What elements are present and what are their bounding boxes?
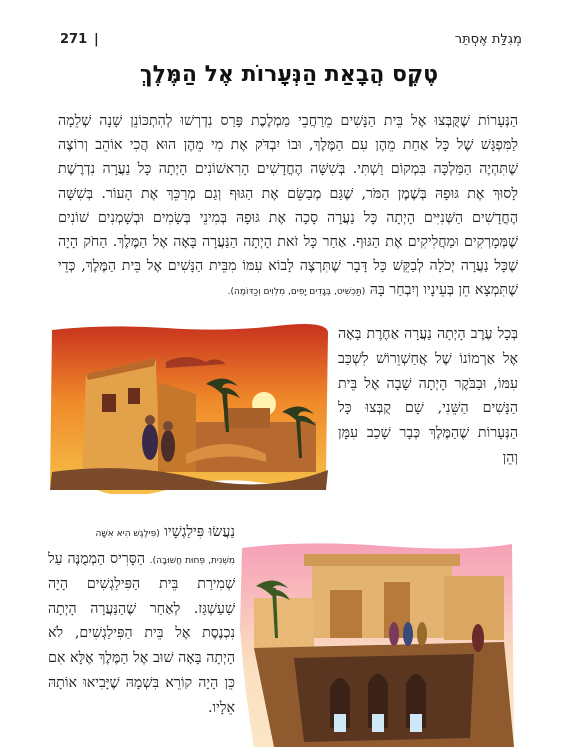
book-title: מְגִלַּת אֶסְתֵּר xyxy=(454,32,522,47)
header-separator: | xyxy=(94,32,99,47)
concubines-start: נַעֲשׂוּ פִּילַגְשָׁיו xyxy=(164,524,235,540)
concubines-text: הַסָּרִיס הַמְמֻנֶּה עַל שְׁמִירַת בֵּית הַפִּילַגְשִׁים הָיָה שַׁעַשְׁגַּז. לְאַחַר שֶׁהַנַּעֲרָה הָיְתָה נִכְנֶסֶת אֶל בֵּית הַפִּילַגְשִׁים, לֹא הָיְתָה בָּאָה שׁוּב אֶל הַמֶּלֶךְ אֶלָּא אִם כֵּן הָיָה קוֹרֵא בִּשְׁמָהּ שֶׁיָּבִיאוּ אוֹתָהּ אֵלָיו. xyxy=(48,550,235,716)
running-header xyxy=(60,30,522,52)
concubine-note-cont: מִשְׁנִית, פְּחוּת חֲשׁוּבָה). xyxy=(149,555,235,566)
page-number: 271 xyxy=(60,32,88,47)
palace-courtyard-illustration xyxy=(234,538,516,747)
column-left-text xyxy=(48,520,235,721)
section-title: טֶקֶס הֲבָאַת הַנְּעָרוֹת אֶל הַמֶּלֶךְ xyxy=(139,62,439,87)
palace-at-sunset-illustration xyxy=(46,322,332,494)
column-right-text: בְּכָל עֶרֶב הָיְתָה נַעֲרָה אַחֶרֶת בָּאָה אֶל אַרְמוֹנוֹ שֶׁל אֲחַשְׁוֵרוֹשׁ לִשְׁכַּב עִמּוֹ, וּבַבֹּקֶר הָיְתָה שָׁבָה אֶל בֵּית הַנָּשִׁים הַשֵּׁנִי, שָׁם קֻבְּצוּ כָּל הַנְּעָרוֹת שֶׁהַמֶּלֶךְ כְּבָר שָׁכַב עִמָּן וְהֵן xyxy=(338,326,518,466)
intro-note: (תַּכְשִׁיט, בְּגָדִים יָפִים, מִלְוִים וְכַדּוֹמֶה). xyxy=(227,287,366,298)
intro-text: הַנְּעָרוֹת שֶׁקֻּבְּצוּ אֶל בֵּית הַנָּשִׁים מֵרַחֲבֵי מַמְלֶכֶת פָּרַס נִדְרְשׁוּ לְהִתְכּוֹנֵן שָׁנָה שְׁלֵמָה לַמִּפְגָּשׁ שֶׁל כָּל אַחַת מֵהֶן עִם הַמֶּלֶךְ, וּבוֹ יִבְדֹּק אֶת מִי מֵהֶן הוּא הֲכִי אוֹהֵב וְרוֹצֶה שֶׁתִּהְיֶה הַמַּלְכָּה בִּמְקוֹם וַשְׁתִּי. בְּשִׁשָּׁה הֶחֳדָשִׁים הָרִאשׁוֹנִים הָיְתָה כָּל נַעֲרָה נִדְרֶשֶׁת לָסוּךְ אֶת גּוּפָהּ בְּשֶׁמֶן הַמֹּר, שֶׁגַּם מְבַשֵּׂם אֶת הַגּוּף וְגַם מְרַכֵּךְ אֶת הָעוֹר. בְּשִׁשָּׁה הֶחֳדָשִׁים הַשְּׁנִיִּים הָיְתָה כָּל נַעֲרָה סָכָה אֶת גּוּפָהּ בְּמִינֵי בְּשָׂמִים וּבְשָׁמְנִים שׁוֹנִים שֶׁמְּמָרְקִים וּמַחֲלִיקִים אֶת הַגּוּף. אַחַר כָּל זֹאת הָיְתָה הַנַּעֲרָה בָּאָה אֶל הַמֶּלֶךְ. הַחֹק הָיָה שֶׁכָּל נַעֲרָה יְכֹלָה לְבַקֵּשׁ כָּל דָּבָר שֶׁתִּרְצֶה לָבוֹא עִמּוֹ מִבֵּית הַנָּשִׁים אֶל בֵּית הַמֶּלֶךְ, כְּדֵי שֶׁתִּמְצָא חֵן בְּעֵינָיו וְיִבְחַר בָּהּ xyxy=(58,113,518,299)
concubine-note: (פִּילֶגֶשׁ הִיא אִשָּׁה xyxy=(95,529,160,539)
intro-paragraph xyxy=(58,109,518,305)
